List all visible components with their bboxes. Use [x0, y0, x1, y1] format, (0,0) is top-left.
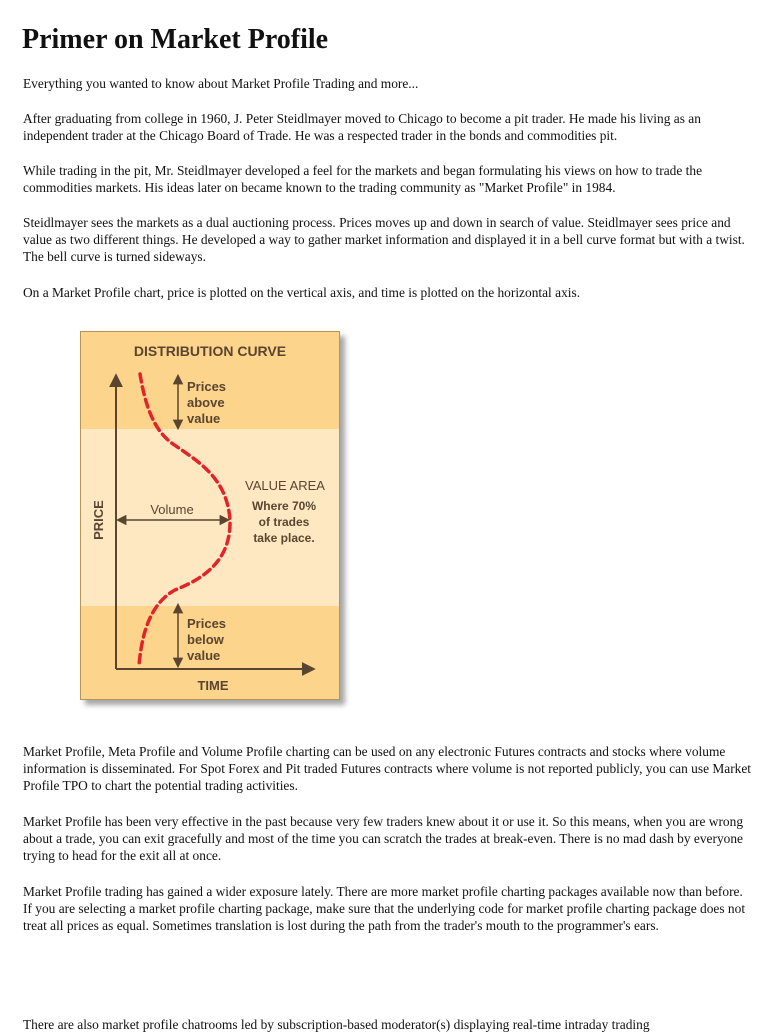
value-area-description: [252, 499, 316, 545]
value-area-line: take place.: [253, 531, 315, 545]
auction-paragraph: Steidlmayer sees the markets as a dual auctioning process. Prices moves up and down in search of value. Steidlmayer sees price and value as two different things. He developed a way to gather market information and displayed it in a bell curve format but with a twist. The bell curve is turned sideways.: [23, 215, 745, 265]
chart-axes-paragraph: On a Market Profile chart, price is plotted on the vertical axis, and time is plotted on the horizontal axis.: [23, 285, 581, 300]
profile-types-paragraph: Market Profile, Meta Profile and Volume Profile charting can be used on any electronic Futures contracts and stocks where volume information is disseminated. For Spot Forex and Pit traded Futures contracts where volume is not reported publicly, you can use Market Profile TPO to chart the potential trading activities.: [23, 744, 752, 794]
intro-paragraph: Everything you wanted to know about Market Profile Trading and more...: [23, 76, 419, 91]
prices-above-value-line: value: [187, 411, 221, 426]
volume-label: Volume: [150, 502, 194, 517]
prices-below-value-label: [187, 616, 226, 663]
value-area-line: of trades: [258, 515, 310, 529]
pit-trading-paragraph: While trading in the pit, Mr. Steidlmayer developed a feel for the markets and began formulating his views on how to trade the commodities markets. His ideas later on became known to the trading community as "Market Profile" in 1984.: [23, 163, 703, 196]
prices-below-value-line: Prices: [187, 616, 227, 631]
distribution-curve-diagram: [81, 332, 339, 699]
figure-title: DISTRIBUTION CURVE: [133, 343, 287, 359]
chatrooms-paragraph: There are also market profile chatrooms led by subscription-based moderator(s) displaying real-time intraday trading: [23, 1017, 650, 1032]
history-paragraph: After graduating from college in 1960, J. Peter Steidlmayer moved to Chicago to become a pit trader. He made his living as an independent trader at the Chicago Board of Trade. He was a respected trader in the bonds and commodities pit.: [23, 111, 701, 144]
prices-above-value-label: [187, 379, 226, 426]
distribution-curve-figure: [80, 331, 340, 700]
value-area-line: Where 70%: [251, 499, 317, 513]
prices-above-value-line: above: [187, 395, 225, 410]
exposure-paragraph: Market Profile trading has gained a wider exposure lately. There are more market profile charting packages available now than before. If you are selecting a market profile charting package, make sure that the underlying code for market profile charting package does not treat all prices as equal. Sometimes translation is lost during the path from the trader's mouth to the programmer's ears.: [23, 884, 746, 934]
prices-below-value-line: below: [187, 632, 224, 647]
price-axis-label: PRICE: [91, 500, 106, 540]
effectiveness-paragraph: Market Profile has been very effective in the past because very few traders knew about it or use it. So this means, when you are wrong about a trade, you can exit gracefully and most of the time you can scratch the trades at break-even. There is no mad dash by everyone trying to head for the exit all at once.: [23, 814, 744, 864]
page-title: Primer on Market Profile: [22, 24, 329, 55]
prices-above-value-line: Prices: [187, 379, 227, 394]
value-area-heading: VALUE AREA: [245, 478, 325, 493]
prices-below-value-line: value: [187, 648, 221, 663]
time-axis-label: TIME: [197, 678, 229, 693]
